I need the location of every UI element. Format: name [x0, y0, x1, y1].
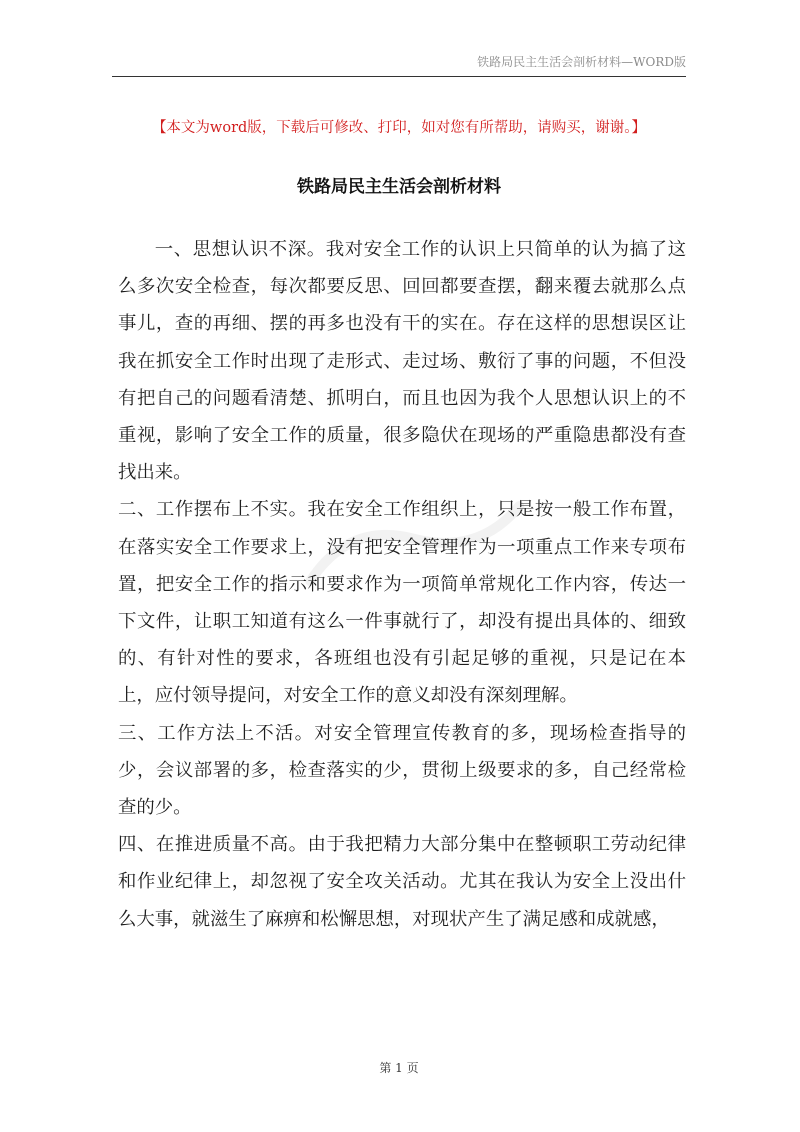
running-header	[112, 52, 686, 77]
paragraph-work-method: 三、工作方法上不活。对安全管理宣传教育的多，现场检查指导的少，会议部署的多，检查落实的少，贯彻上级要求的多，自己经常检查的少。	[118, 722, 686, 819]
paragraph-progress-quality: 四、在推进质量不高。由于我把精力大部分集中在整顿职工劳动纪律和作业纪律上，却忽视了安全攻关活动。尤其在我认为安全上没出什么大事，就滋生了麻痹和松懈思想，对现状产生了满足感和成就感，	[118, 834, 686, 930]
document-body	[118, 231, 686, 938]
download-notice: 【本文为word版，下载后可修改、打印，如对您有所帮助，请购买，谢谢。】	[151, 120, 647, 136]
paragraph-work-arrangement: 二、工作摆布上不实。我在安全工作组织上，只是按一般工作布置，在落实安全工作要求上，没有把安全管理作为一项重点工作来专项布置，把安全工作的指示和要求作为一项简单常规化工作内容，传达一下文件，让职工知道有这么一件事就行了，却没有提出具体的、细致的、有针对性的要求，各班组也没有引起足够的重视，只是记在本上，应付领导提问，对安全工作的意义却没有深刻理解。	[118, 499, 686, 707]
running-header-text: 铁路局民主生活会剖析材料—WORD版	[477, 55, 686, 69]
page-number: 第 1 页	[379, 1061, 419, 1075]
paragraph-thought-awareness: 一、思想认识不深。我对安全工作的认识上只简单的认为搞了这么多次安全检查，每次都要反思、回回都要查摆，翻来覆去就那么点事儿，查的再细、摆的再多也没有干的实在。存在这样的思想误区让我在抓安全工作时出现了走形式、走过场、敷衍了事的问题，不但没有把自己的问题看清楚、抓明白，而且也因为我个人思想认识上的不重视，影响了安全工作的质量，很多隐伏在现场的严重隐患都没有查找出来。	[118, 239, 686, 484]
document-title: 铁路局民主生活会剖析材料	[297, 177, 501, 197]
